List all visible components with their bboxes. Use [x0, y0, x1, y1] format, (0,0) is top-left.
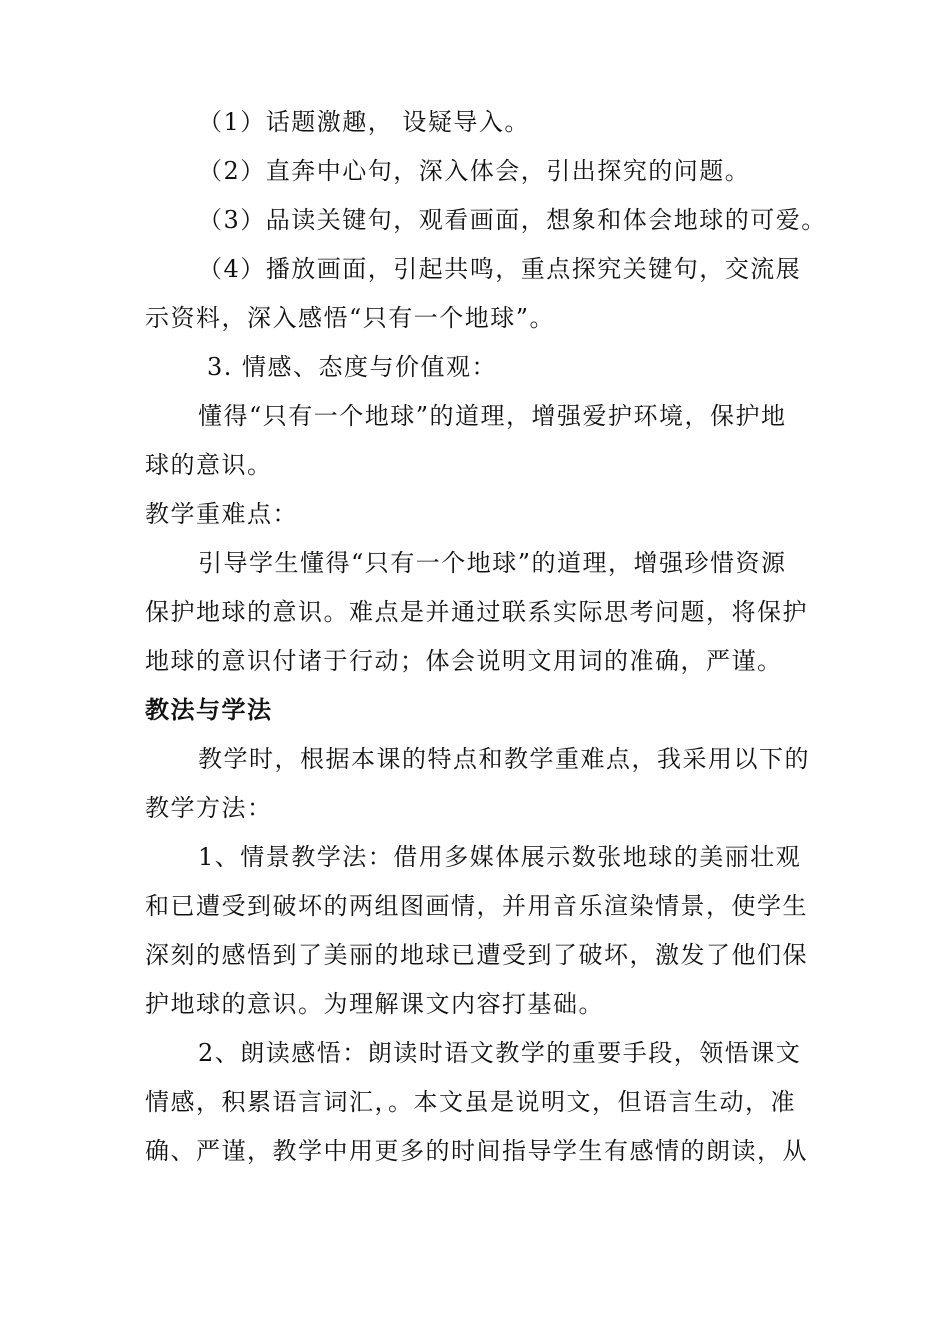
paragraph-line: （4）播放画面，引起共鸣，重点探究关键句，交流展 — [198, 255, 802, 283]
paragraph-line: 2、朗读感悟：朗读时语文教学的重要手段，领悟课文 — [198, 1039, 802, 1067]
paragraph-line: 地球的意识付诸于行动；体会说明文用词的准确，严谨。 — [145, 647, 783, 675]
paragraph-line: 示资料，深入感悟“只有一个地球”。 — [145, 304, 556, 332]
paragraph-line: 保护地球的意识。难点是并通过联系实际思考问题，将保护 — [145, 598, 808, 626]
section-subheading: 3. 情感、态度与价值观： — [207, 353, 498, 381]
paragraph-line: （1）话题激趣， 设疑导入。 — [198, 108, 530, 136]
paragraph-line: 护地球的意识。为理解课文内容打基础。 — [145, 990, 604, 1018]
paragraph-line: 懂得“只有一个地球”的道理，增强爱护环境，保护地 — [198, 402, 787, 430]
section-heading: 教法与学法 — [145, 696, 273, 724]
paragraph-line: 球的意识。 — [145, 451, 273, 479]
document-body — [145, 98, 827, 1176]
paragraph-line: （3）品读关键句，观看画面，想象和体会地球的可爱。 — [198, 206, 827, 234]
paragraph-line: 确、严谨，教学中用更多的时间指导学生有感情的朗读，从 — [145, 1137, 808, 1165]
paragraph-line: 情感，积累语言词汇，。本文虽是说明文，但语言生动，准 — [145, 1088, 796, 1116]
paragraph-line: 教学时，根据本课的特点和教学重难点，我采用以下的 — [198, 745, 810, 773]
paragraph-line: 深刻的感悟到了美丽的地球已遭受到了破坏，激发了他们保 — [145, 941, 808, 969]
paragraph-line: 教学方法： — [145, 794, 273, 822]
paragraph-line: 和已遭受到破坏的两组图画情，并用音乐渲染情景，使学生 — [145, 892, 808, 920]
section-label: 教学重难点： — [145, 500, 298, 528]
paragraph-line: 1、情景教学法：借用多媒体展示数张地球的美丽壮观 — [198, 843, 802, 871]
paragraph-line: （2）直奔中心句，深入体会，引出探究的问题。 — [198, 157, 751, 185]
paragraph-line: 引导学生懂得“只有一个地球”的道理，增强珍惜资源 — [198, 549, 787, 577]
